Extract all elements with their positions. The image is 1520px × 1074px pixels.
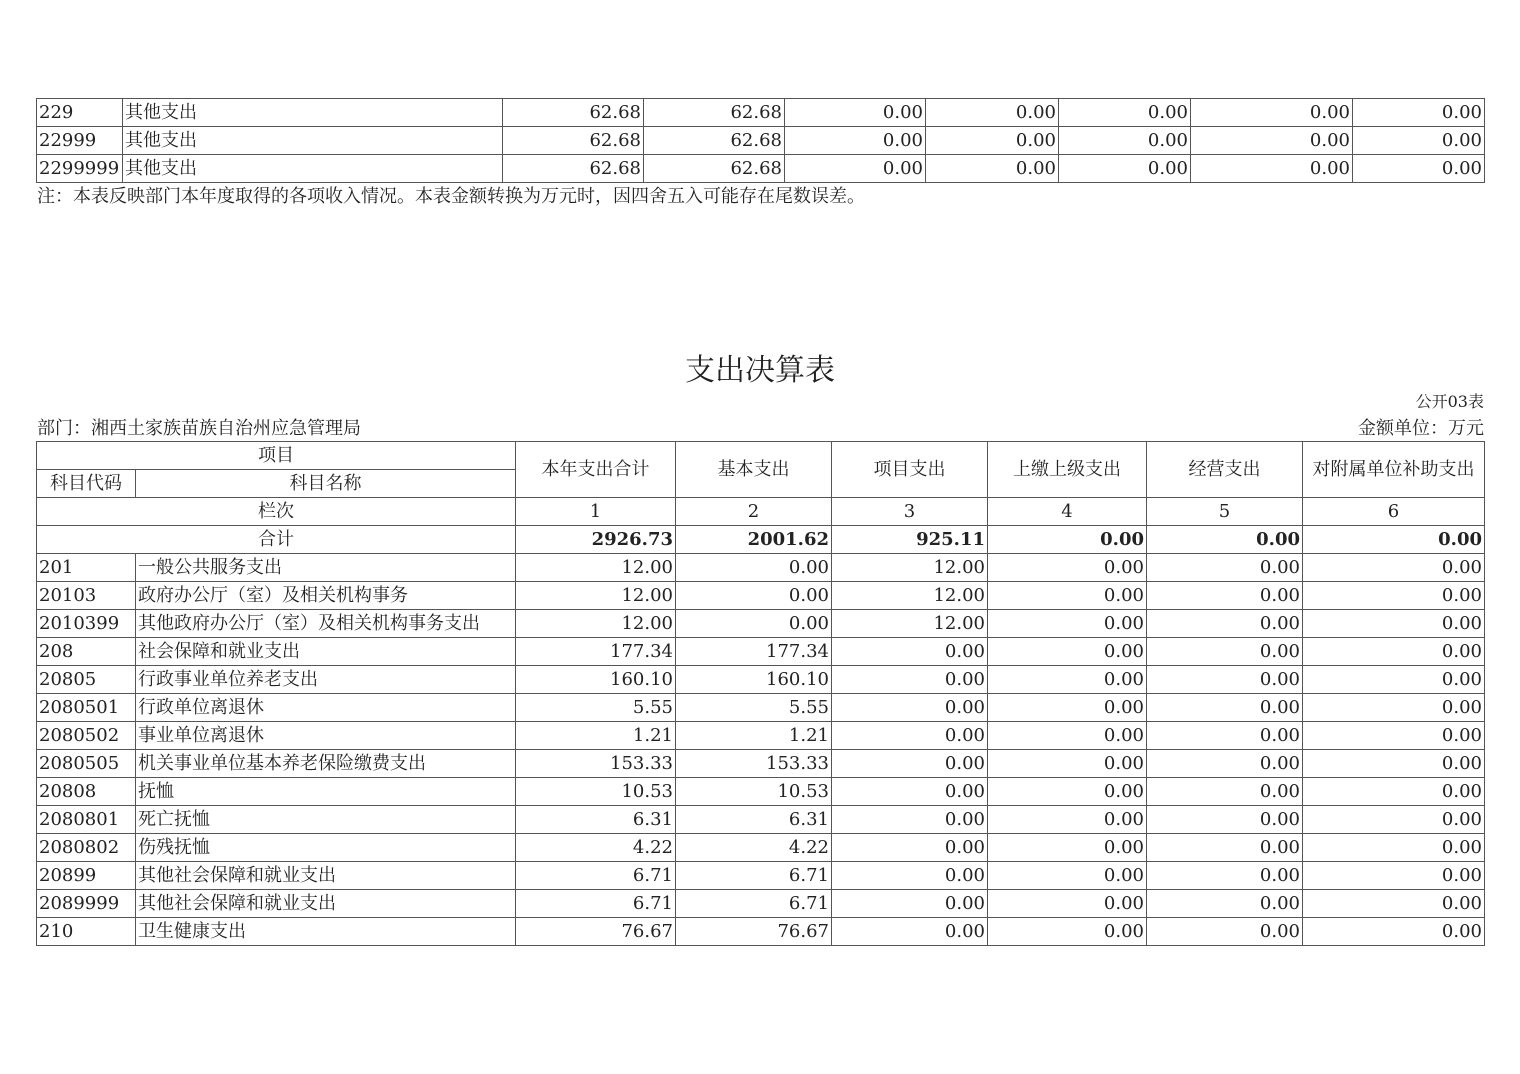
total-value: 2926.73 — [516, 526, 676, 554]
row-number-4: 4 — [988, 498, 1147, 526]
subject-code-cell: 2080505 — [37, 750, 136, 778]
amount-cell: 0.00 — [1303, 666, 1485, 694]
amount-cell: 0.00 — [988, 778, 1147, 806]
table-row — [37, 127, 1485, 155]
amount-cell: 62.68 — [503, 127, 644, 155]
amount-cell: 0.00 — [988, 862, 1147, 890]
total-value: 0.00 — [1303, 526, 1485, 554]
expenditure-table — [36, 441, 1485, 946]
subject-name-cell: 政府办公厅（室）及相关机构事务 — [136, 582, 516, 610]
amount-cell: 0.00 — [832, 666, 988, 694]
total-value: 925.11 — [832, 526, 988, 554]
row-number-label: 栏次 — [37, 498, 516, 526]
amount-cell: 0.00 — [988, 722, 1147, 750]
amount-cell: 0.00 — [832, 722, 988, 750]
amount-cell: 0.00 — [832, 890, 988, 918]
amount-cell: 0.00 — [1303, 890, 1485, 918]
amount-cell: 0.00 — [1353, 155, 1485, 183]
amount-cell: 0.00 — [1303, 610, 1485, 638]
amount-cell: 4.22 — [516, 834, 676, 862]
amount-cell: 0.00 — [988, 554, 1147, 582]
amount-cell: 0.00 — [676, 554, 832, 582]
amount-cell: 0.00 — [1147, 918, 1303, 946]
amount-cell: 0.00 — [785, 99, 926, 127]
amount-cell: 0.00 — [785, 155, 926, 183]
amount-cell: 10.53 — [516, 778, 676, 806]
amount-cell: 0.00 — [1303, 778, 1485, 806]
table-row — [37, 862, 1485, 890]
amount-cell: 0.00 — [988, 750, 1147, 778]
table-row — [37, 834, 1485, 862]
amount-cell: 0.00 — [1303, 582, 1485, 610]
amount-cell: 0.00 — [1147, 862, 1303, 890]
subject-name-cell: 其他支出 — [123, 127, 503, 155]
amount-cell: 0.00 — [1191, 99, 1353, 127]
table-row — [37, 778, 1485, 806]
table-row — [37, 155, 1485, 183]
department-label: 部门：湘西土家族苗族自治州应急管理局 — [37, 418, 361, 439]
subject-name-cell: 死亡抚恤 — [136, 806, 516, 834]
table-row — [37, 666, 1485, 694]
amount-cell: 6.71 — [516, 890, 676, 918]
subject-code-cell: 20899 — [37, 862, 136, 890]
amount-cell: 5.55 — [516, 694, 676, 722]
subject-name-cell: 其他社会保障和就业支出 — [136, 862, 516, 890]
amount-cell: 0.00 — [1059, 99, 1191, 127]
subject-name-cell: 其他支出 — [123, 155, 503, 183]
amount-cell: 0.00 — [1303, 554, 1485, 582]
amount-cell: 6.71 — [676, 890, 832, 918]
amount-cell: 0.00 — [988, 890, 1147, 918]
header-col-6: 对附属单位补助支出 — [1303, 442, 1485, 498]
table-row — [37, 890, 1485, 918]
row-number-2: 2 — [676, 498, 832, 526]
subject-name-cell: 行政单位离退休 — [136, 694, 516, 722]
amount-cell: 0.00 — [832, 918, 988, 946]
amount-cell: 0.00 — [926, 99, 1059, 127]
total-row — [37, 526, 1485, 554]
amount-cell: 0.00 — [676, 582, 832, 610]
amount-cell: 0.00 — [1303, 694, 1485, 722]
table-row — [37, 638, 1485, 666]
amount-cell: 6.71 — [676, 862, 832, 890]
row-number-5: 5 — [1147, 498, 1303, 526]
row-number-6: 6 — [1303, 498, 1485, 526]
subject-code-cell: 20805 — [37, 666, 136, 694]
amount-cell: 0.00 — [1147, 722, 1303, 750]
row-number-1: 1 — [516, 498, 676, 526]
amount-cell: 0.00 — [832, 638, 988, 666]
table-row — [37, 99, 1485, 127]
amount-cell: 160.10 — [676, 666, 832, 694]
subject-code-cell: 2089999 — [37, 890, 136, 918]
amount-cell: 0.00 — [1147, 638, 1303, 666]
header-item: 项目 — [37, 442, 516, 470]
subject-code-cell: 229 — [37, 99, 123, 127]
amount-cell: 6.71 — [516, 862, 676, 890]
header-col-1: 本年支出合计 — [516, 442, 676, 498]
subject-code-cell: 210 — [37, 918, 136, 946]
amount-cell: 0.00 — [1303, 638, 1485, 666]
table-row — [37, 582, 1485, 610]
amount-cell: 0.00 — [1147, 582, 1303, 610]
subject-name-cell: 伤残抚恤 — [136, 834, 516, 862]
amount-cell: 1.21 — [676, 722, 832, 750]
amount-cell: 62.68 — [644, 155, 785, 183]
table-row — [37, 750, 1485, 778]
amount-cell: 0.00 — [832, 750, 988, 778]
amount-cell: 4.22 — [676, 834, 832, 862]
total-value: 2001.62 — [676, 526, 832, 554]
amount-cell: 0.00 — [988, 666, 1147, 694]
table-row — [37, 918, 1485, 946]
amount-cell: 0.00 — [1059, 127, 1191, 155]
amount-cell: 0.00 — [785, 127, 926, 155]
amount-cell: 0.00 — [1147, 554, 1303, 582]
amount-cell: 160.10 — [516, 666, 676, 694]
amount-cell: 12.00 — [832, 582, 988, 610]
table-row — [37, 554, 1485, 582]
subject-name-cell: 卫生健康支出 — [136, 918, 516, 946]
amount-cell: 0.00 — [1147, 806, 1303, 834]
amount-cell: 0.00 — [988, 610, 1147, 638]
table-number: 公开03表 — [1415, 392, 1484, 411]
amount-cell: 62.68 — [644, 127, 785, 155]
subject-name-cell: 行政事业单位养老支出 — [136, 666, 516, 694]
amount-cell: 0.00 — [1147, 834, 1303, 862]
table-note: 注：本表反映部门本年度取得的各项收入情况。本表金额转换为万元时，因四舍五入可能存在尾数误差。 — [37, 186, 865, 207]
subject-name-cell: 其他支出 — [123, 99, 503, 127]
subject-code-cell: 2080802 — [37, 834, 136, 862]
amount-cell: 0.00 — [1147, 694, 1303, 722]
amount-cell: 0.00 — [988, 806, 1147, 834]
header-col-3: 项目支出 — [832, 442, 988, 498]
subject-name-cell: 其他政府办公厅（室）及相关机构事务支出 — [136, 610, 516, 638]
amount-cell: 153.33 — [676, 750, 832, 778]
amount-cell: 0.00 — [1353, 127, 1485, 155]
amount-cell: 0.00 — [1303, 750, 1485, 778]
amount-cell: 0.00 — [1147, 610, 1303, 638]
amount-cell: 6.31 — [676, 806, 832, 834]
amount-cell: 0.00 — [1147, 666, 1303, 694]
report-title: 支出决算表 — [685, 353, 835, 388]
amount-cell: 0.00 — [832, 694, 988, 722]
amount-cell: 12.00 — [516, 610, 676, 638]
subject-code-cell: 2010399 — [37, 610, 136, 638]
subject-name-cell: 事业单位离退休 — [136, 722, 516, 750]
amount-cell: 0.00 — [1303, 806, 1485, 834]
subject-code-cell: 2080502 — [37, 722, 136, 750]
amount-cell: 177.34 — [676, 638, 832, 666]
table-row — [37, 806, 1485, 834]
subject-code-cell: 20103 — [37, 582, 136, 610]
amount-cell: 0.00 — [1191, 155, 1353, 183]
total-value: 0.00 — [1147, 526, 1303, 554]
amount-cell: 0.00 — [832, 806, 988, 834]
previous-table-continuation — [36, 98, 1485, 183]
header-col-2: 基本支出 — [676, 442, 832, 498]
amount-cell: 0.00 — [1303, 918, 1485, 946]
subject-code-cell: 2080801 — [37, 806, 136, 834]
amount-cell: 0.00 — [1147, 750, 1303, 778]
amount-cell: 62.68 — [503, 155, 644, 183]
amount-cell: 0.00 — [1303, 862, 1485, 890]
amount-cell: 5.55 — [676, 694, 832, 722]
amount-cell: 76.67 — [676, 918, 832, 946]
amount-cell: 0.00 — [988, 638, 1147, 666]
amount-cell: 0.00 — [988, 694, 1147, 722]
amount-cell: 10.53 — [676, 778, 832, 806]
amount-unit-label: 金额单位：万元 — [1358, 418, 1484, 439]
subject-code-cell: 20808 — [37, 778, 136, 806]
header-col-5: 经营支出 — [1147, 442, 1303, 498]
amount-cell: 0.00 — [1303, 834, 1485, 862]
total-value: 0.00 — [988, 526, 1147, 554]
amount-cell: 1.21 — [516, 722, 676, 750]
subject-code-cell: 22999 — [37, 127, 123, 155]
total-label: 合计 — [37, 526, 516, 554]
header-name: 科目名称 — [136, 470, 516, 498]
amount-cell: 0.00 — [1303, 722, 1485, 750]
amount-cell: 76.67 — [516, 918, 676, 946]
row-number-3: 3 — [832, 498, 988, 526]
amount-cell: 12.00 — [832, 554, 988, 582]
subject-name-cell: 社会保障和就业支出 — [136, 638, 516, 666]
amount-cell: 0.00 — [1147, 778, 1303, 806]
amount-cell: 62.68 — [503, 99, 644, 127]
amount-cell: 12.00 — [832, 610, 988, 638]
header-code: 科目代码 — [37, 470, 136, 498]
amount-cell: 0.00 — [1147, 890, 1303, 918]
subject-code-cell: 2299999 — [37, 155, 123, 183]
amount-cell: 153.33 — [516, 750, 676, 778]
amount-cell: 0.00 — [1353, 99, 1485, 127]
amount-cell: 62.68 — [644, 99, 785, 127]
table-row — [37, 694, 1485, 722]
amount-cell: 12.00 — [516, 582, 676, 610]
table-row — [37, 722, 1485, 750]
amount-cell: 0.00 — [988, 582, 1147, 610]
subject-name-cell: 一般公共服务支出 — [136, 554, 516, 582]
subject-name-cell: 机关事业单位基本养老保险缴费支出 — [136, 750, 516, 778]
subject-code-cell: 208 — [37, 638, 136, 666]
amount-cell: 0.00 — [1059, 155, 1191, 183]
subject-name-cell: 其他社会保障和就业支出 — [136, 890, 516, 918]
amount-cell: 0.00 — [988, 918, 1147, 946]
amount-cell: 0.00 — [832, 778, 988, 806]
amount-cell: 0.00 — [832, 834, 988, 862]
amount-cell: 0.00 — [832, 862, 988, 890]
amount-cell: 0.00 — [926, 155, 1059, 183]
subject-code-cell: 201 — [37, 554, 136, 582]
amount-cell: 0.00 — [988, 834, 1147, 862]
amount-cell: 0.00 — [676, 610, 832, 638]
subject-name-cell: 抚恤 — [136, 778, 516, 806]
amount-cell: 0.00 — [926, 127, 1059, 155]
table-row — [37, 610, 1485, 638]
amount-cell: 0.00 — [1191, 127, 1353, 155]
amount-cell: 12.00 — [516, 554, 676, 582]
amount-cell: 6.31 — [516, 806, 676, 834]
subject-code-cell: 2080501 — [37, 694, 136, 722]
amount-cell: 177.34 — [516, 638, 676, 666]
header-col-4: 上缴上级支出 — [988, 442, 1147, 498]
